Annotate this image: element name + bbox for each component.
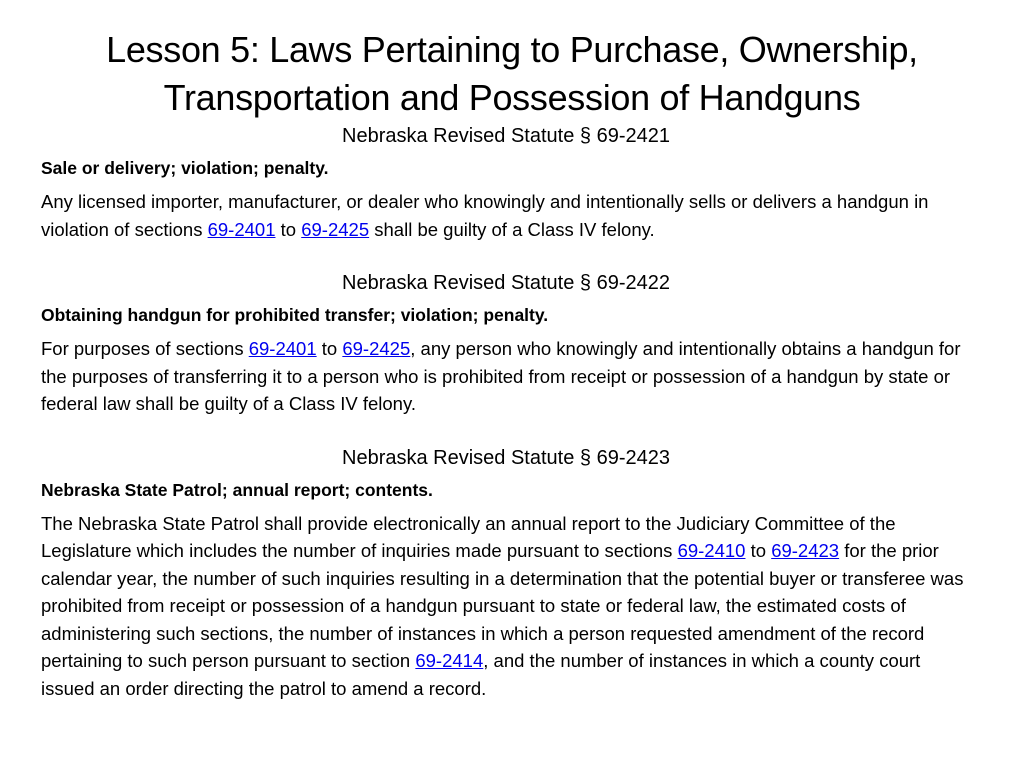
statute-heading: Nebraska Revised Statute § 69-2421 [342,125,670,147]
statute-69-2423 [41,444,971,703]
statute-69-2422 [41,269,971,418]
statute-text: to [275,218,302,240]
slide-title-line-1: Lesson 5: Laws Pertaining to Purchase, Ownership, [106,29,918,70]
statute-body [41,510,971,703]
statute-text: for the prior calendar year, the number of such inquiries resulting in a determination that the potential buyer or transferee was prohibited from receipt or possession of a handgun pursuant to state or federal law, the estimated costs of administering such sections, the number of instances in which a person requested amendment of the record pertaining to such person pursuant to section [41,540,964,671]
statute-text: Any licensed importer, manufacturer, or dealer who knowingly and intentionally sells or delivers a handgun in violation of sections [41,191,929,240]
statute-link-69-2401[interactable]: 69-2401 [248,338,317,359]
slide-content [41,122,971,702]
statute-link-69-2401[interactable]: 69-2401 [207,218,276,240]
slide-title [40,26,984,122]
statute-link-69-2425[interactable]: 69-2425 [301,218,370,240]
statute-link-69-2423[interactable]: 69-2423 [771,540,840,561]
statute-body [41,188,971,243]
statute-69-2421 [41,122,971,243]
statute-body [41,335,971,418]
spacer [41,243,971,269]
statute-link-69-2410[interactable]: 69-2410 [677,540,746,561]
statute-subheading: Obtaining handgun for prohibited transfer; violation; penalty. [41,305,549,325]
statute-subheading: Sale or delivery; violation; penalty. [41,158,329,178]
statute-text: The Nebraska State Patrol shall provide electronically an annual report to the Judiciary Committee of the Legislature which includes the number of inquiries made pursuant to sections [41,512,896,561]
statute-heading: Nebraska Revised Statute § 69-2423 [342,446,670,469]
statute-text: to [745,540,772,561]
statute-link-69-2414[interactable]: 69-2414 [415,650,484,671]
statute-subheading: Nebraska State Patrol; annual report; contents. [41,479,433,500]
statute-heading: Nebraska Revised Statute § 69-2422 [342,272,670,294]
slide-title-line-2: Transportation and Possession of Handguns [163,77,861,118]
statute-link-69-2425[interactable]: 69-2425 [342,338,411,359]
statute-text: , any person who knowingly and intentionally obtains a handgun for the purposes of transferring it to a person who is prohibited from receipt or possession of a handgun by state or federal law shall be guilty of a Class IV felony. [41,338,961,414]
statute-text: to [316,338,343,359]
spacer [41,418,971,444]
statute-text: , and the number of instances in which a county court issued an order directing the patrol to amend a record. [41,650,921,699]
statute-text: shall be guilty of a Class IV felony. [369,218,655,240]
statute-text: For purposes of sections [41,338,249,359]
